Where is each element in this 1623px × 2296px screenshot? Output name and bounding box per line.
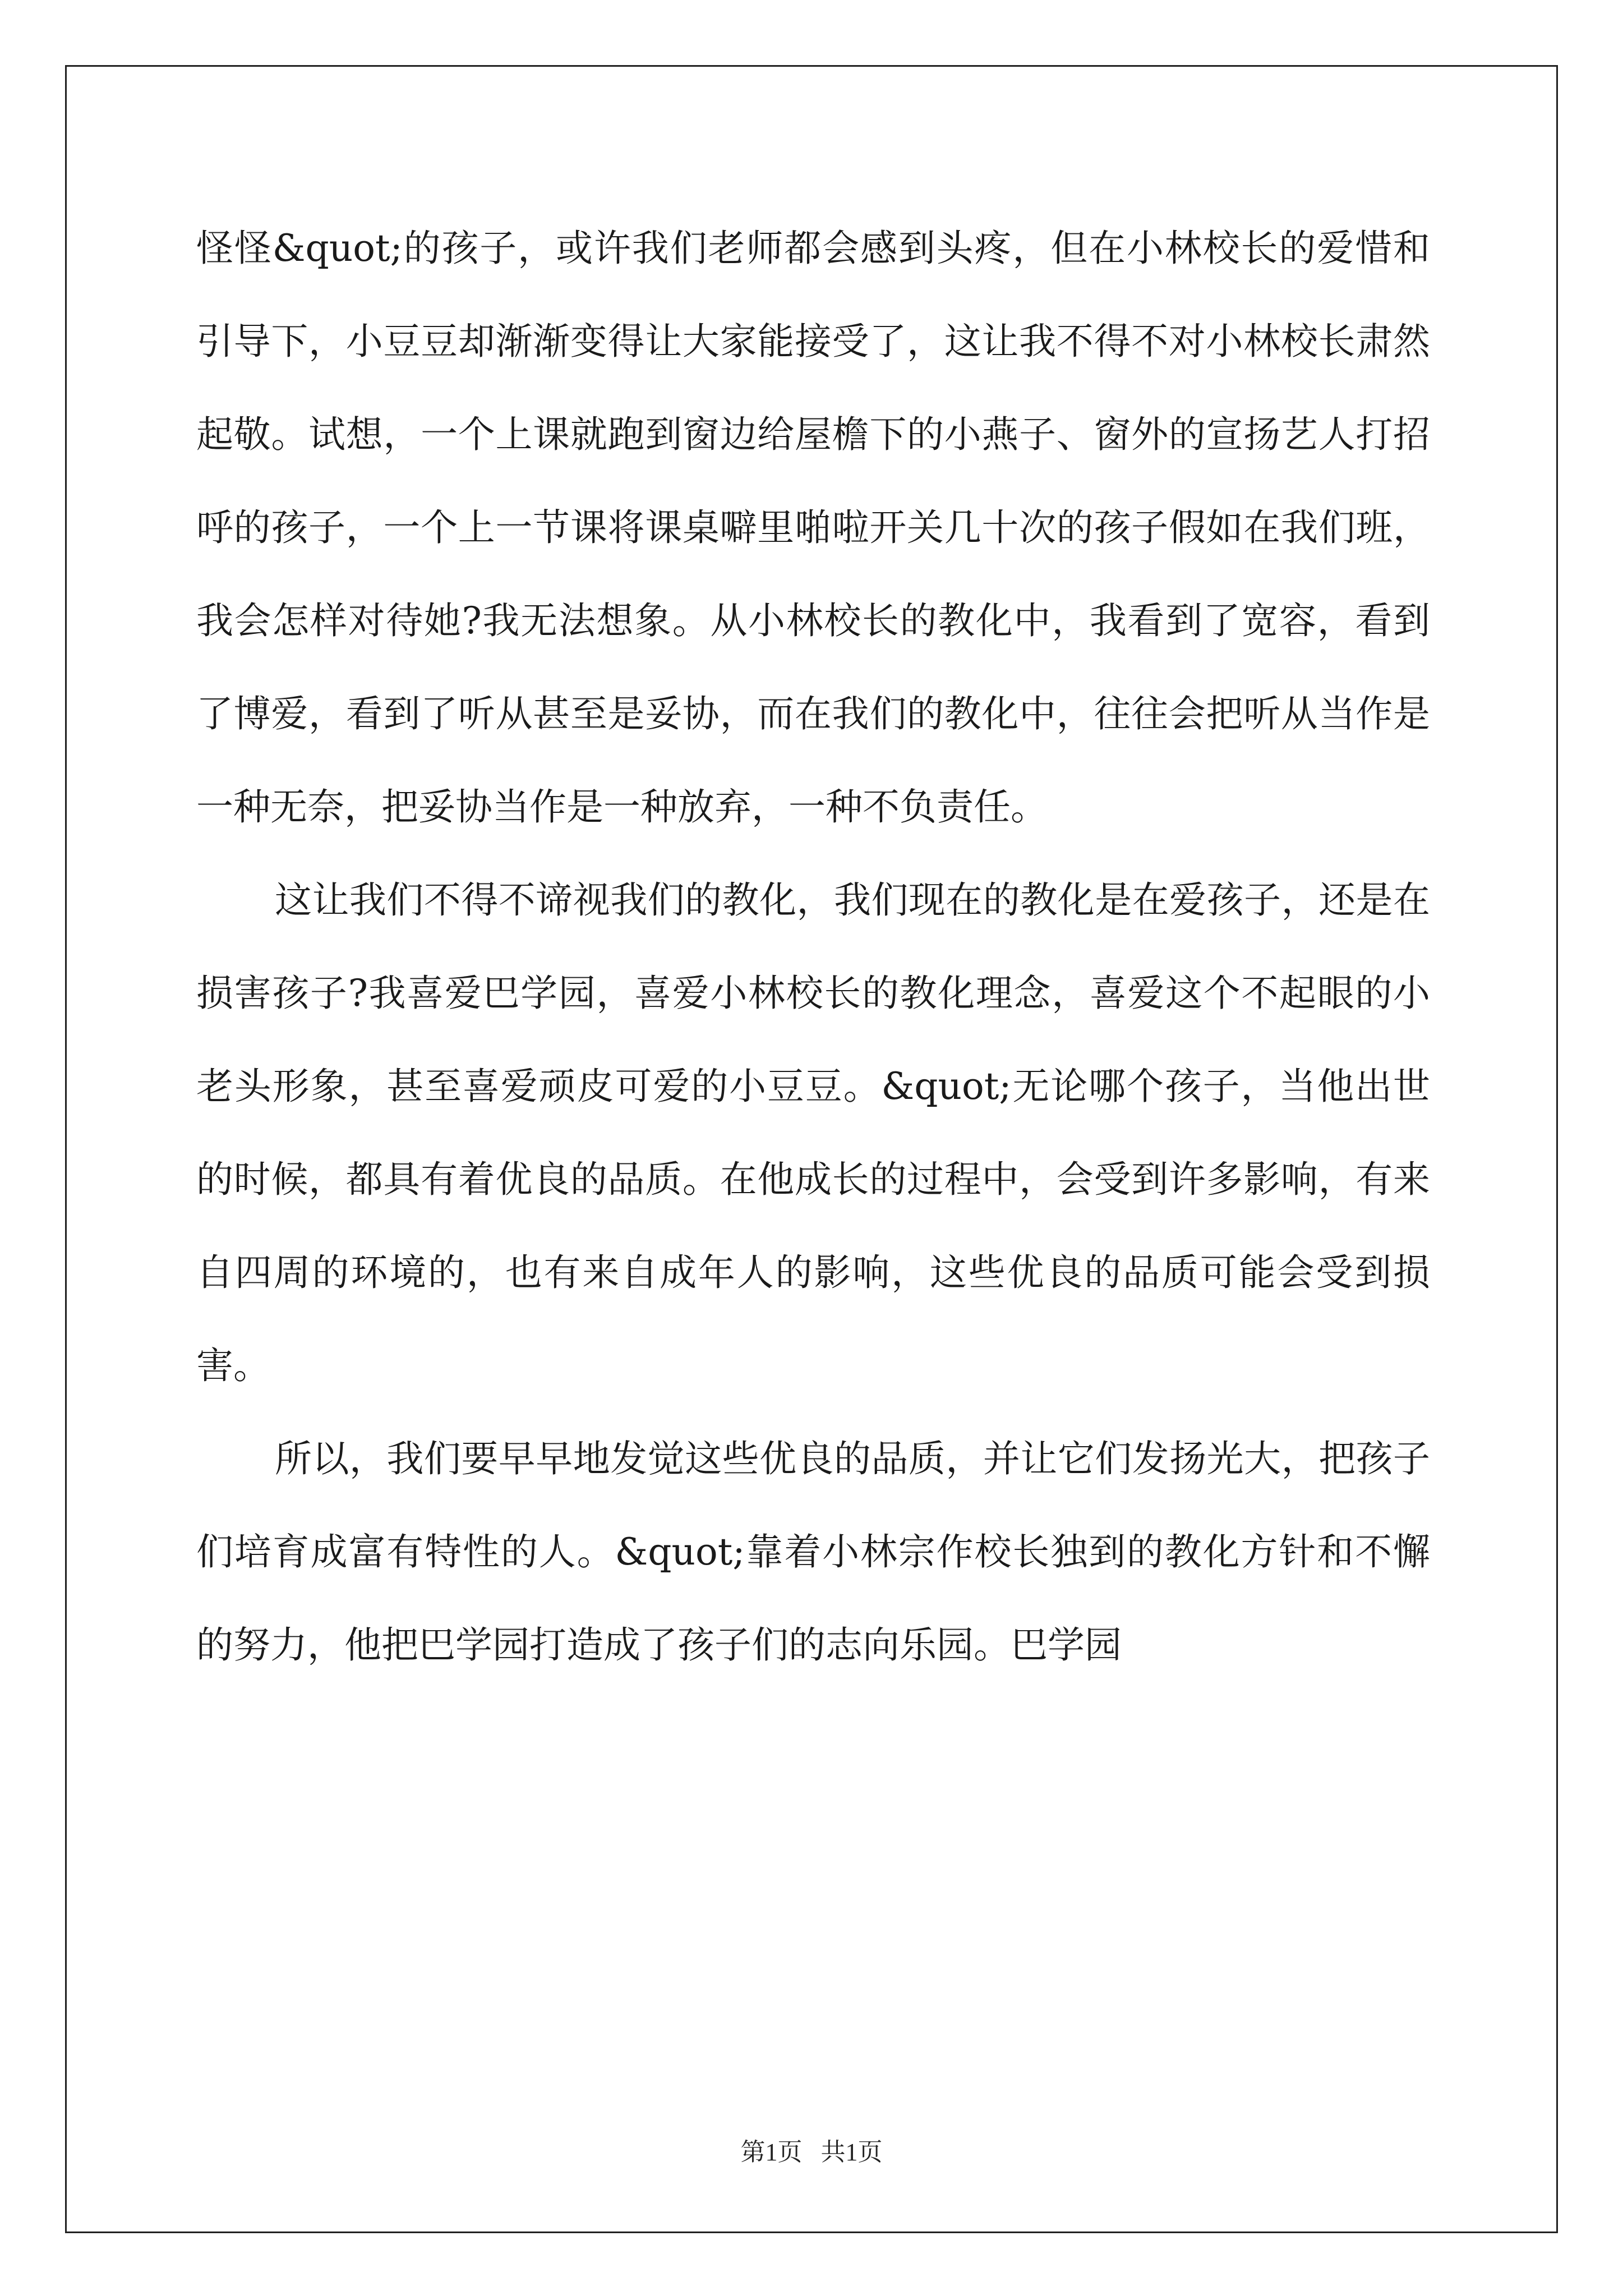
paragraph-2: 这让我们不得不谛视我们的教化，我们现在的教化是在爱孩子，还是在损害孩子?我喜爱巴学园，喜爱小林校长的教化理念，喜爱这个不起眼的小老头形象，甚至喜爱顽皮可爱的小豆豆。&quot;无论哪个孩子，当他出世的时候，都具有着优良的品质。在他成长的过程中，会受到许多影响，有来自四周的环境的，也有来自成年人的影响，这些优良的品质可能会受到损害。 xyxy=(196,878,1430,1387)
paragraph-3: 所以，我们要早早地发觉这些优良的品质，并让它们发扬光大，把孩子们培育成富有特性的人。&quot;靠着小林宗作校长独到的教化方针和不懈的努力，他把巴学园打造成了孩子们的志向乐园。巴学园 xyxy=(196,1437,1430,1667)
paragraph-1: 怪怪&quot;的孩子，或许我们老师都会感到头疼，但在小林校长的爱惜和引导下，小豆豆却渐渐变得让大家能接受了，这让我不得不对小林校长肃然起敬。试想，一个上课就跑到窗边给屋檐下的小燕子、窗外的宣扬艺人打招呼的孩子，一个上一节课将课桌噼里啪啦开关几十次的孩子假如在我们班，我会怎样对待她?我无法想象。从小林校长的教化中，我看到了宽容，看到了博爱，看到了听从甚至是妥协，而在我们的教化中，往往会把听从当作是一种无奈，把妥协当作是一种放弃，一种不负责任。 xyxy=(196,227,1430,829)
page-number-footer: 第1页 共1页 xyxy=(740,2138,883,2166)
document-body xyxy=(196,202,1430,1692)
